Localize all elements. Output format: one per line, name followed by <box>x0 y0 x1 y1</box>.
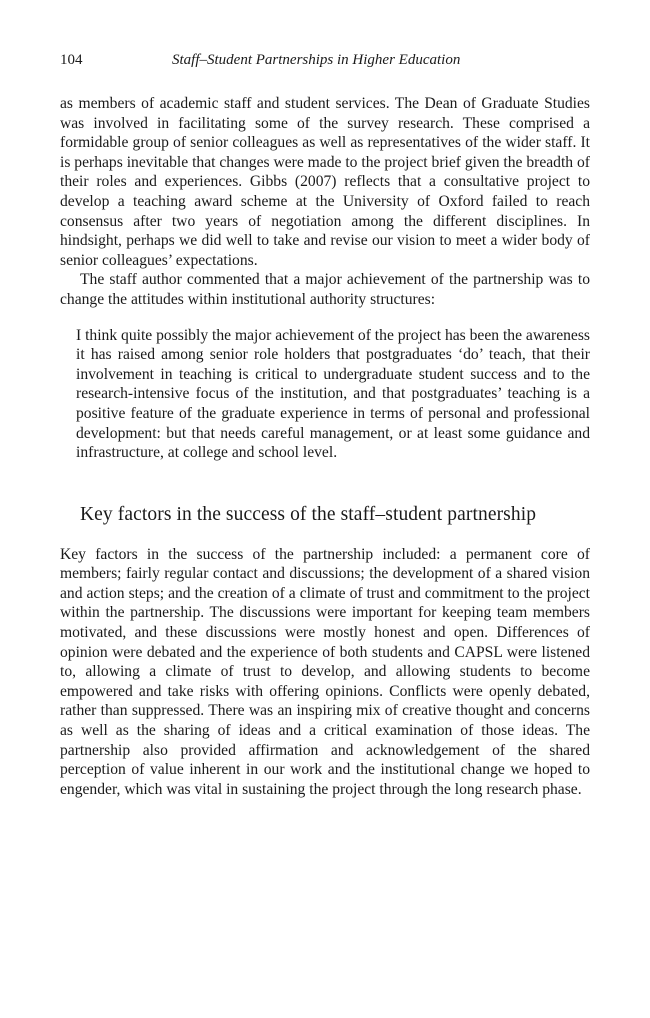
body-paragraph-1: as members of academic staff and student services. The Dean of Graduate Studies was involved in facilitating some of the survey research. These comprised a formidable group of senior colleagues as well as representatives of the wider staff. It is perhaps inevitable that changes were made to the project brief given the breadth of their roles and experiences. Gibbs (2007) reflects that a consultative project to develop a teaching award scheme at the University of Oxford failed to reach consensus after two years of negotiation among the different disciplines. In hindsight, perhaps we did well to take and revise our vision to meet a wider body of senior colleagues’ expectations. <box>60 95 590 269</box>
running-head <box>60 52 590 74</box>
block-quote <box>76 326 590 463</box>
page-number: 104 <box>60 52 83 68</box>
running-title: Staff–Student Partnerships in Higher Education <box>172 52 461 68</box>
body-paragraph-2: The staff author commented that a major achievement of the partnership was to change the attitudes within institutional authority structures: <box>60 271 590 308</box>
body-paragraph-3: Key factors in the success of the partnership included: a permanent core of members; fairly regular contact and discussions; the development of a shared vision and action steps; and the creation of a climate of trust and commitment to the project within the partnership. The discussions were important for keeping team members motivated, and these discussions were mostly honest and open. Differences of opinion were debated and the experience of both students and CAPSL were listened to, allowing a climate of trust to develop, and allowing students to become empowered and take risks with offering opinions. Conflicts were openly debated, rather than suppressed. There was an inspiring mix of creative thought and concerns as well as the sharing of ideas and a critical examination of those ideas. The partnership also provided affirmation and acknowledgement of the shared perception of value inherent in our work and the institutional change we hoped to engender, which was vital in sustaining the project through the long research phase. <box>60 545 590 798</box>
section-heading: Key factors in the success of the staff–student partnership <box>80 503 537 525</box>
quote-text: I think quite possibly the major achievement of the project has been the awareness it has raised among senior role holders that postgraduates ‘do’ teach, that their involvement in teaching is critical to undergraduate student success and to the research-intensive focus of the institution, and that postgraduates’ teaching is a positive feature of the graduate experience in terms of personal and professional development: but that needs careful management, or at least some guidance and infrastructure, at college and school level. <box>76 326 590 462</box>
book-page <box>60 52 590 799</box>
